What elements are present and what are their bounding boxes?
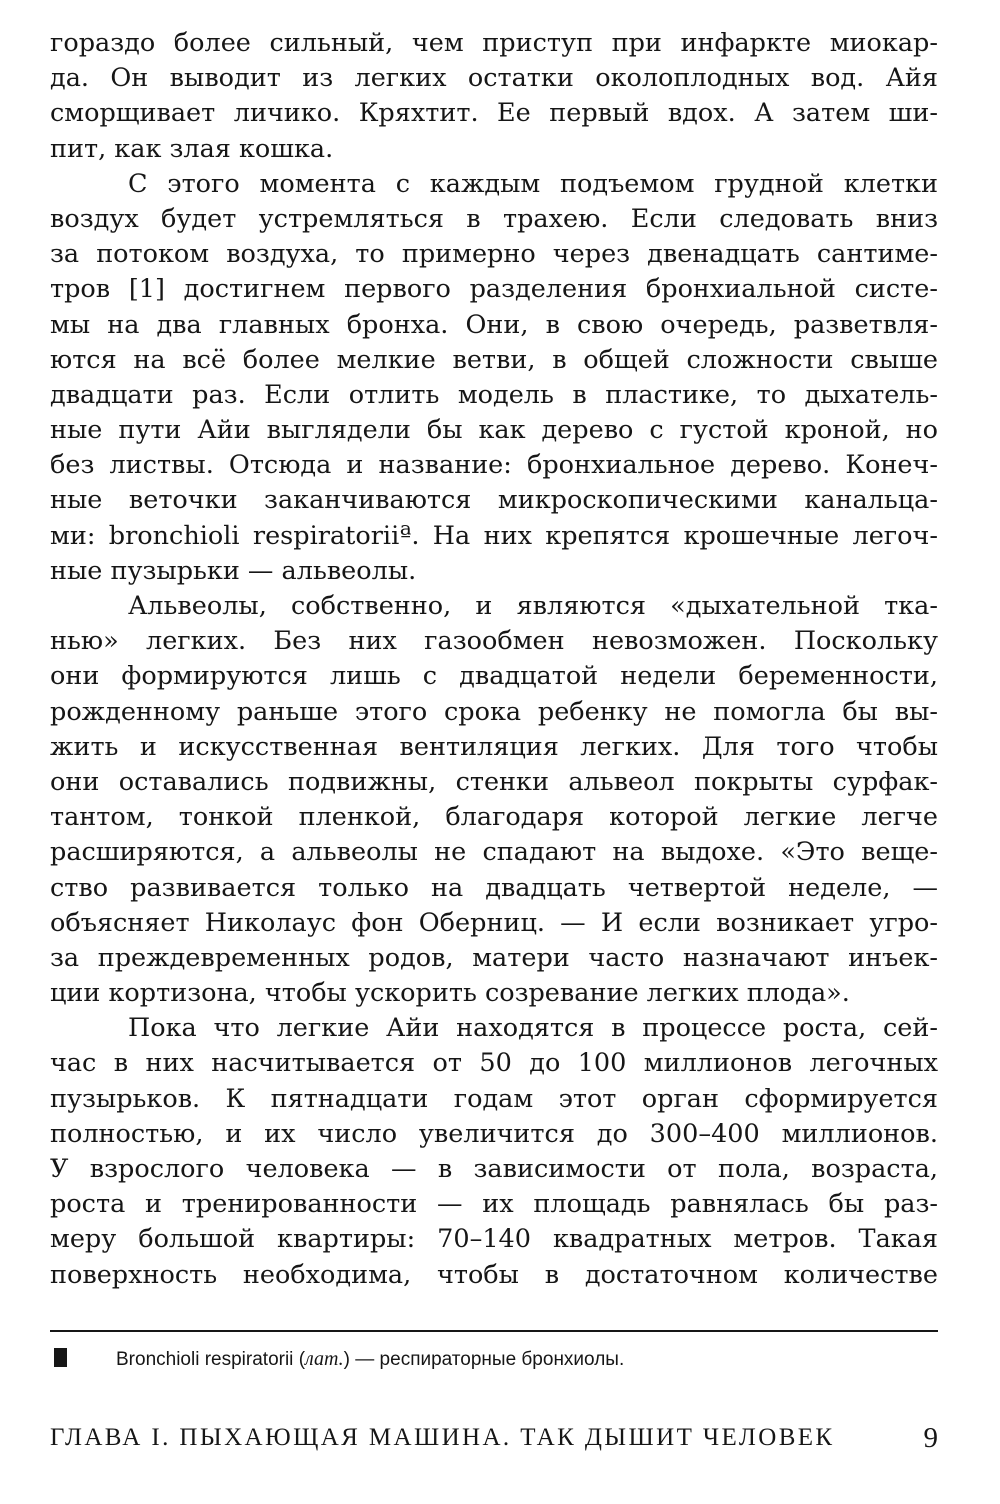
text-line: поверхность необходима, чтобы в достаточном количестве [50, 1259, 938, 1290]
text-line: полностью, и их число увеличится до 300–400 миллионов. [50, 1118, 938, 1149]
text-line: ми: bronchioli respiratoriiª. На них крепятся крошечные легоч- [50, 520, 938, 551]
text-line: ные пузырьки — альвеолы. [50, 555, 417, 586]
footnote-term: Bronchioli respiratorii [116, 1349, 294, 1370]
footnote-text [116, 1344, 624, 1375]
footnote-language: лат. [305, 1348, 344, 1370]
text-line: сморщивает личико. Кряхтит. Ее первый вдох. А затем ши- [50, 98, 938, 129]
footnote-definition: — респираторные бронхиолы. [350, 1349, 625, 1370]
text-line: У взрослого человека — в зависимости от пола, возраста, [50, 1154, 938, 1184]
text-line: тантом, тонкой пленкой, благодаря которой легкие легче [50, 802, 938, 833]
text-line: они оставались подвижны, стенки альвеол покрыты сурфак- [50, 766, 938, 797]
text-line: ство развивается только на двадцать четвертой неделе, — [50, 872, 938, 903]
text-line: ются на всё более мелкие ветви, в общей сложности свыше [50, 344, 938, 375]
text-line: без листвы. Отсюда и название: бронхиальное дерево. Конеч- [50, 450, 938, 481]
text-line: час в них насчитывается от 50 до 100 миллионов легочных [50, 1048, 938, 1079]
body-text [50, 26, 938, 1293]
text-line: расширяются, а альвеолы не спадают на выдохе. «Это веще- [50, 837, 938, 868]
text-line: ции кортизона, чтобы ускорить созревание легких плода». [50, 978, 850, 1009]
text-line: Альвеолы, собственно, и являются «дыхательной тка- [128, 591, 938, 621]
text-line: пит, как злая кошка. [50, 133, 334, 164]
footnote-lang-close: ) [343, 1349, 350, 1370]
text-line: объясняет Николаус фон Оберниц. — И если возникает угро- [50, 907, 938, 938]
footnote [50, 1344, 938, 1374]
text-line: меру большой квартиры: 70–140 квадратных метров. Такая [50, 1224, 938, 1255]
text-line: они формируются лишь с двадцатой недели беременности, [50, 661, 938, 692]
text-line: пузырьков. К пятнадцати годам этот орган сформируется [50, 1083, 938, 1114]
text-line: за потоком воздуха, то примерно через двенадцать сантиме- [50, 239, 938, 270]
text-line: за преждевременных родов, матери часто назначают инъек- [50, 942, 938, 973]
text-line: С этого момента с каждым подъемом грудной клетки [128, 168, 938, 199]
text-line: жить и искусственная вентиляция легких. Для того чтобы [50, 731, 938, 762]
text-line: ные пути Айи выглядели бы как дерево с густой кроной, но [50, 415, 938, 446]
text-line: нью» легких. Без них газообмен невозможен. Поскольку [50, 626, 938, 657]
text-line: да. Он выводит из легких остатки околоплодных вод. Айя [50, 63, 938, 94]
footnote-marker-icon [54, 1348, 67, 1367]
text-line: тров [1] достигнем первого разделения бронхиальной систе- [50, 274, 938, 305]
footnote-divider [50, 1330, 938, 1332]
page-number: 9 [923, 1422, 938, 1454]
footnote-lang-open: ( [298, 1349, 306, 1370]
text-line: двадцати раз. Если отлить модель в пластике, то дыхатель- [50, 379, 938, 410]
text-line: роста и тренированности — их площадь равнялась бы раз- [50, 1189, 938, 1220]
text-line: воздух будет устремляться в трахею. Если следовать вниз [50, 203, 938, 234]
text-line: ные веточки заканчиваются микроскопическими канальца- [50, 485, 938, 516]
text-line: гораздо более сильный, чем приступ при инфаркте миокар- [50, 28, 938, 58]
running-footer [50, 1418, 938, 1458]
text-line: рожденному раньше этого срока ребенку не помогла бы вы- [50, 696, 938, 727]
text-line: мы на два главных бронха. Они, в свою очередь, разветвля- [50, 309, 938, 340]
chapter-title: ГЛАВА I. ПЫХАЮЩАЯ МАШИНА. ТАК ДЫШИТ ЧЕЛОВЕК [50, 1424, 835, 1451]
text-line: Пока что легкие Айи находятся в процессе роста, сей- [128, 1013, 938, 1044]
